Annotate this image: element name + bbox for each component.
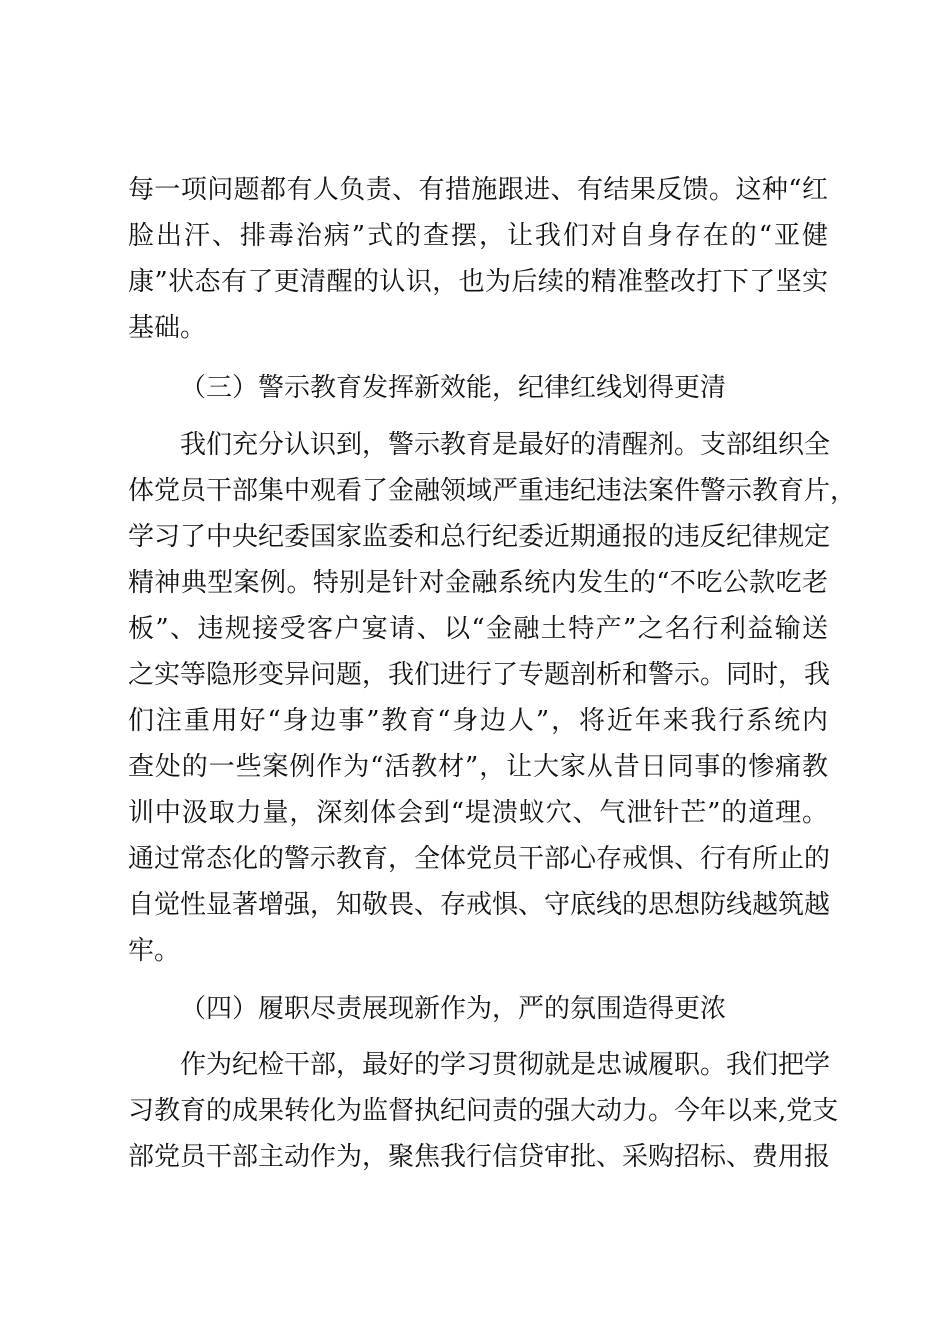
paragraph-2-line-1: 我们充分认识到，警示教育是最好的清醒剂。支部组织全 [180,430,831,460]
paragraph-2-line-12: 牢。 [128,936,181,966]
paragraph-2-line-10: 通过常态化的警示教育，全体党员干部心存戒惧、行有所止的 [128,844,831,874]
paragraph-2-line-4: 精神典型案例。特别是针对金融系统内发生的“不吃公款吃老 [128,568,828,598]
paragraph-3-line-3: 部党员干部主动作为，聚焦我行信贷审批、采购招标、费用报 [128,1142,831,1172]
paragraph-2-line-3: 学习了中央纪委国家监委和总行纪委近期通报的违反纪律规定 [128,522,831,552]
paragraph-3-line-2: 习教育的成果转化为监督执纪问责的强大动力。今年以来,党支 [128,1096,839,1126]
paragraph-2-line-9: 训中汲取力量，深刻体会到“堤溃蚁穴、气泄针芒”的道理。 [128,798,828,828]
paragraph-1-line-2: 脸出汗、排毒治病”式的查摆，让我们对自身存在的“亚健 [128,221,828,251]
paragraph-2-line-11: 自觉性显著增强，知敬畏、存戒惧、守底线的思想防线越筑越 [128,890,831,920]
paragraph-3-line-1: 作为纪检干部，最好的学习贯彻就是忠诚履职。我们把学 [180,1050,831,1080]
paragraph-2-line-6: 之实等隐形变异问题，我们进行了专题剖析和警示。同时，我 [128,660,831,690]
paragraph-2-line-7: 们注重用好“身边事”教育“身边人”，将近年来我行系统内 [128,706,828,736]
paragraph-1-line-3: 康”状态有了更清醒的认识，也为后续的精准整改打下了坚实 [128,267,828,297]
paragraph-2-line-8: 查处的一些案例作为“活教材”，让大家从昔日同事的惨痛教 [128,752,828,782]
section-heading-3: （三）警示教育发挥新效能，纪律红线划得更清 [180,373,727,403]
section-heading-4: （四）履职尽责展现新作为，严的氛围造得更浓 [180,994,727,1024]
paragraph-2-line-5: 板”、违规接受客户宴请、以“金融土特产”之名行利益输送 [128,614,828,644]
paragraph-1-line-4: 基础。 [128,313,207,343]
paragraph-1-line-1: 每一项问题都有人负责、有措施跟进、有结果反馈。这种“红 [128,175,828,205]
paragraph-2-line-2: 体党员干部集中观看了金融领域严重违纪违法案件警示教育片， [128,476,857,506]
